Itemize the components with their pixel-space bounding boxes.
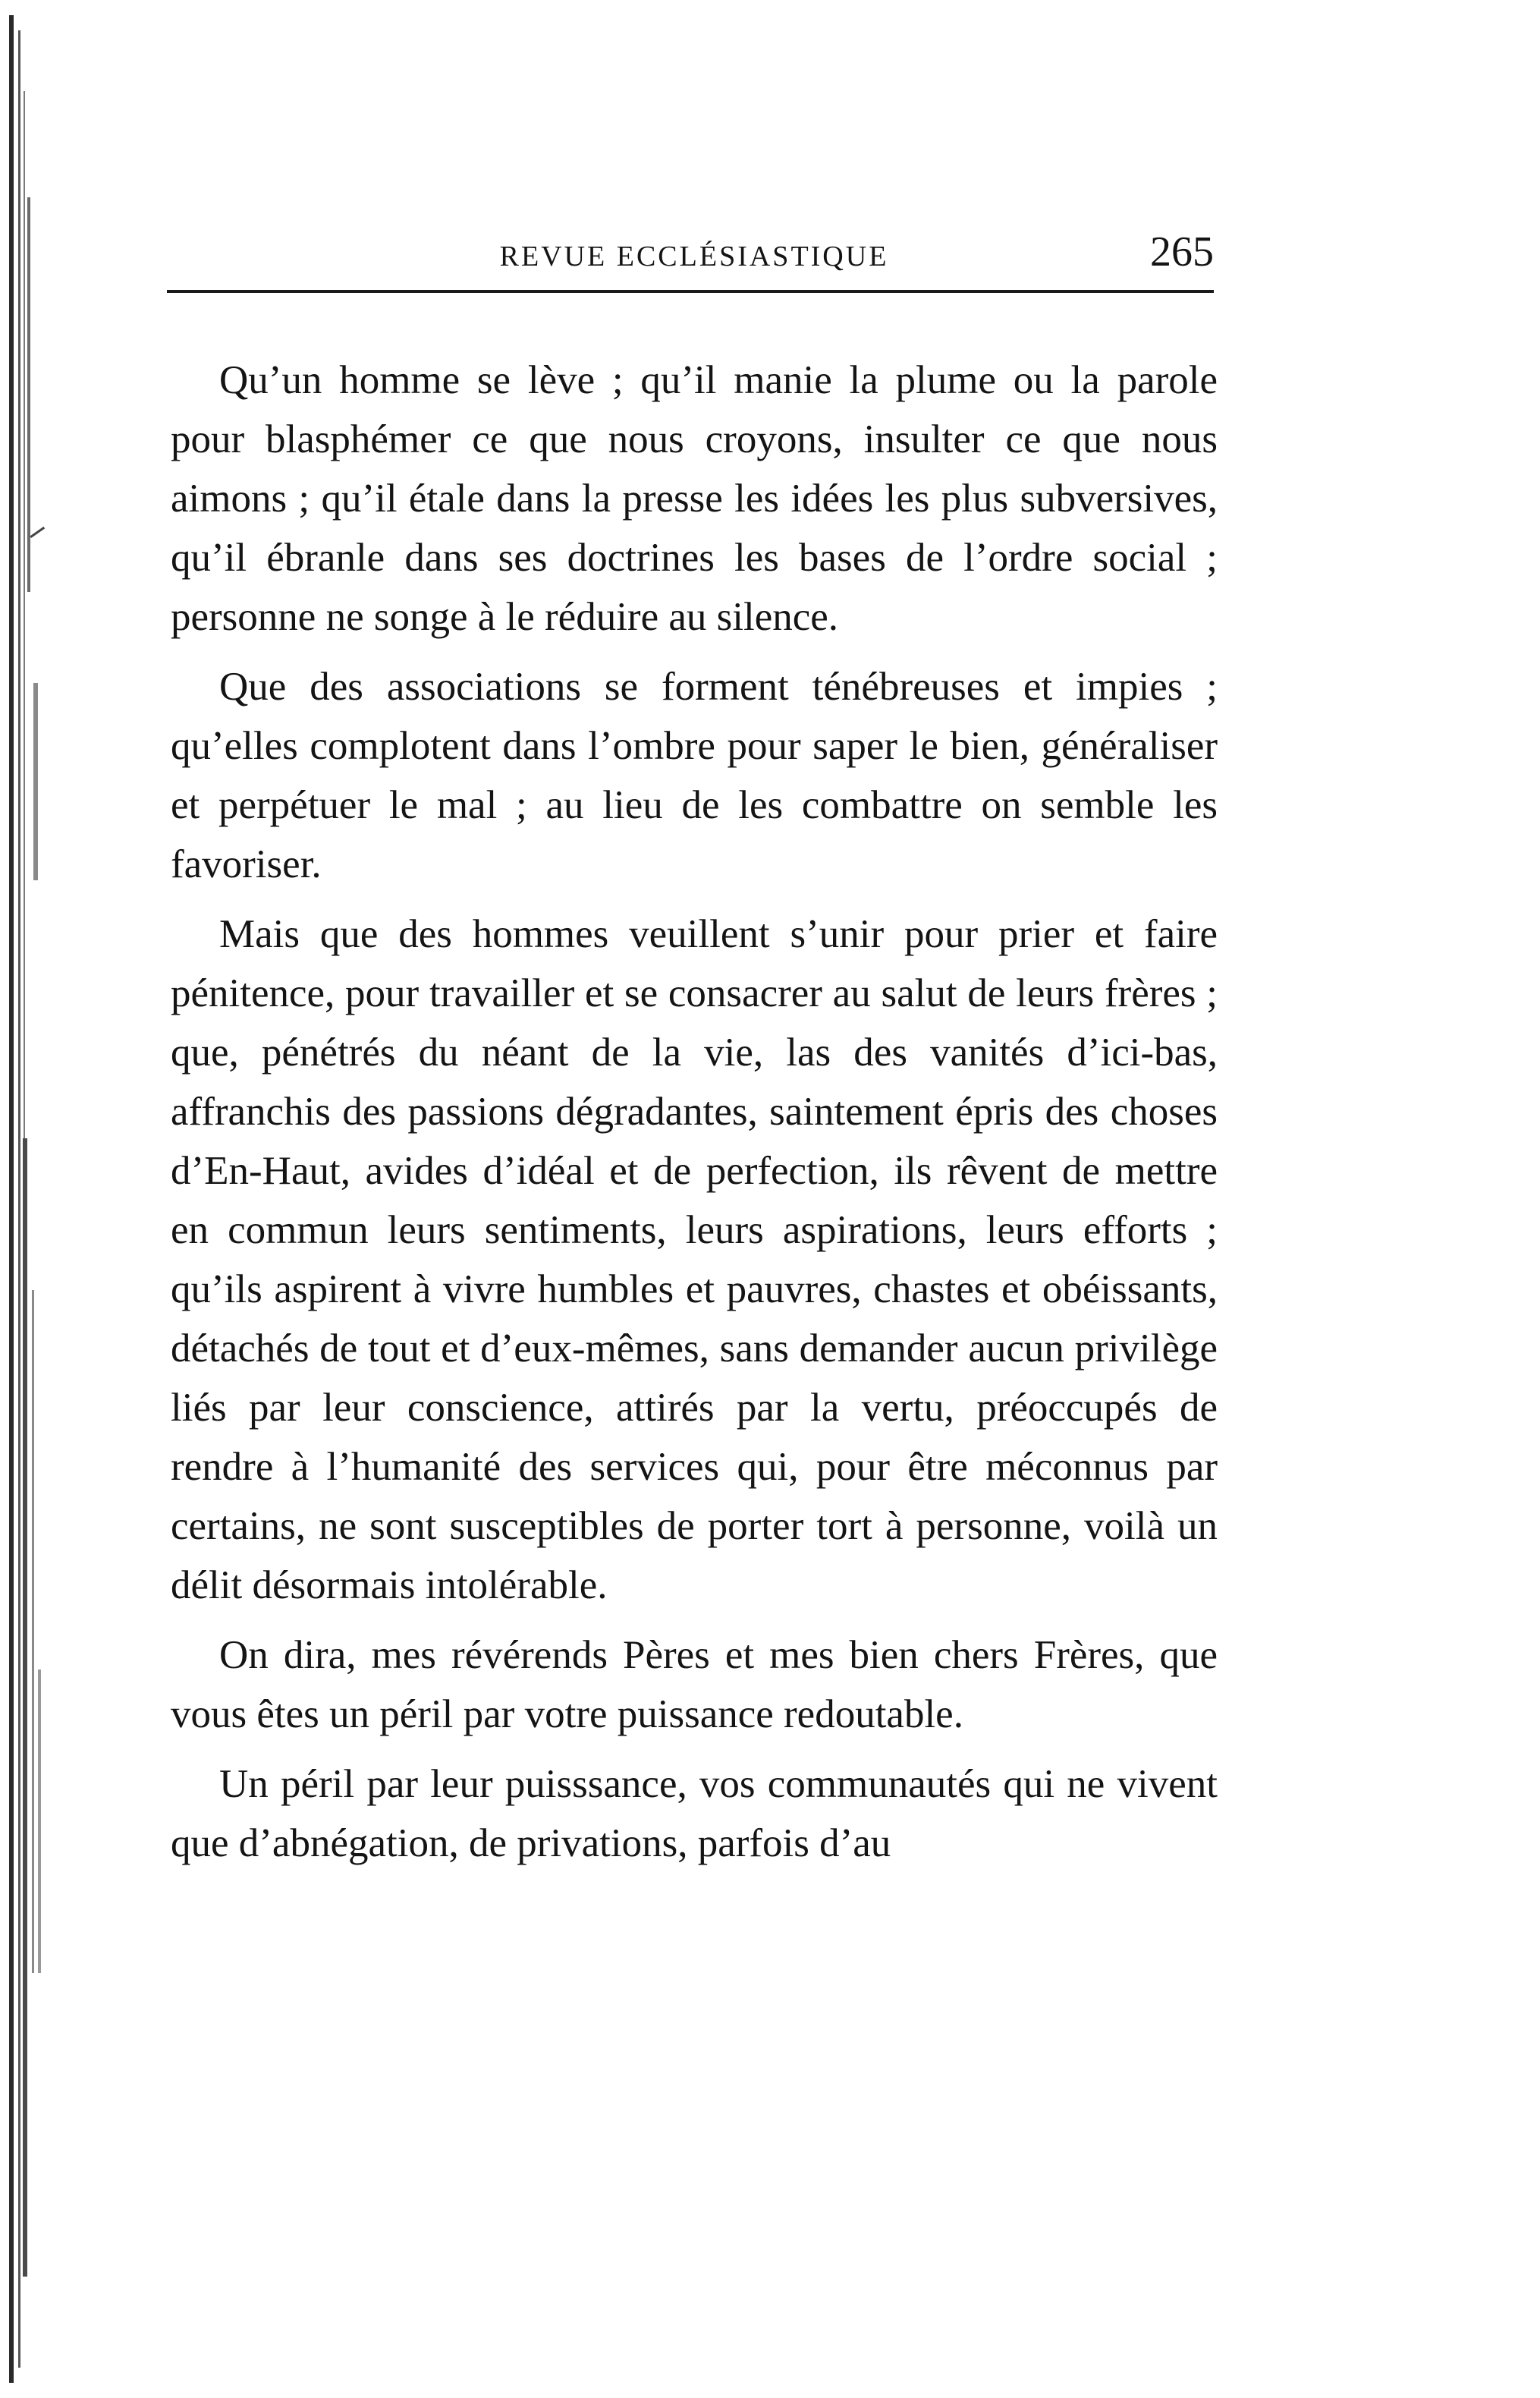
paragraph: Qu’un homme se lève ; qu’il manie la plume ou la parole pour blasphémer ce que nous croyons, insulter ce que nous aimons ; qu’il étale dans la presse les idées les plus subversives, qu’il ébranle dans ses doctrines les bases de l’ordre social ; personne ne songe à le réduire au silence.	[171, 358, 1218, 639]
paragraph: On dira, mes révérends Pères et mes bien chers Frères, que vous êtes un péril par votre puissance redoutable.	[171, 1633, 1218, 1736]
page-header	[174, 211, 1214, 279]
page-number: 265	[1150, 228, 1214, 275]
paragraph: Que des associations se forment ténébreuses et impies ; qu’elles complotent dans l’ombre pour saper le bien, généraliser et perpétuer le mal ; au lieu de les combattre on semble les favoriser.	[171, 665, 1218, 886]
body-text	[171, 351, 1218, 1873]
binding-edge-texture	[0, 0, 61, 2398]
paragraph: Un péril par leur puisssance, vos communautés qui ne vivent que d’abnégation, de privations, parfois d’au	[171, 1762, 1218, 1865]
scanned-binding-edge	[0, 0, 61, 2398]
header-rule	[167, 290, 1214, 293]
paragraph: Mais que des hommes veuillent s’unir pour prier et faire pénitence, pour travailler et se consacrer au salut de leurs frères ; que, pénétrés du néant de la vie, las des vanités d’ici-bas, affranchis des passions dégradantes, saintement épris des choses d’En-Haut, avides d’idéal et de perfection, ils rêvent de mettre en commun leurs sentiments, leurs aspirations, leurs efforts ; qu’ils aspirent à vivre humbles et pauvres, chastes et obéissants, détachés de tout et d’eux-mêmes, sans demander aucun privilège liés par leur conscience, attirés par la vertu, préoccupés de rendre à l’humanité des services qui, pour être méconnus par certains, ne sont susceptibles de porter tort à personne, voilà un délit désormais intolérable.	[171, 912, 1218, 1607]
running-title: REVUE ECCLÉSIASTIQUE	[499, 241, 889, 272]
